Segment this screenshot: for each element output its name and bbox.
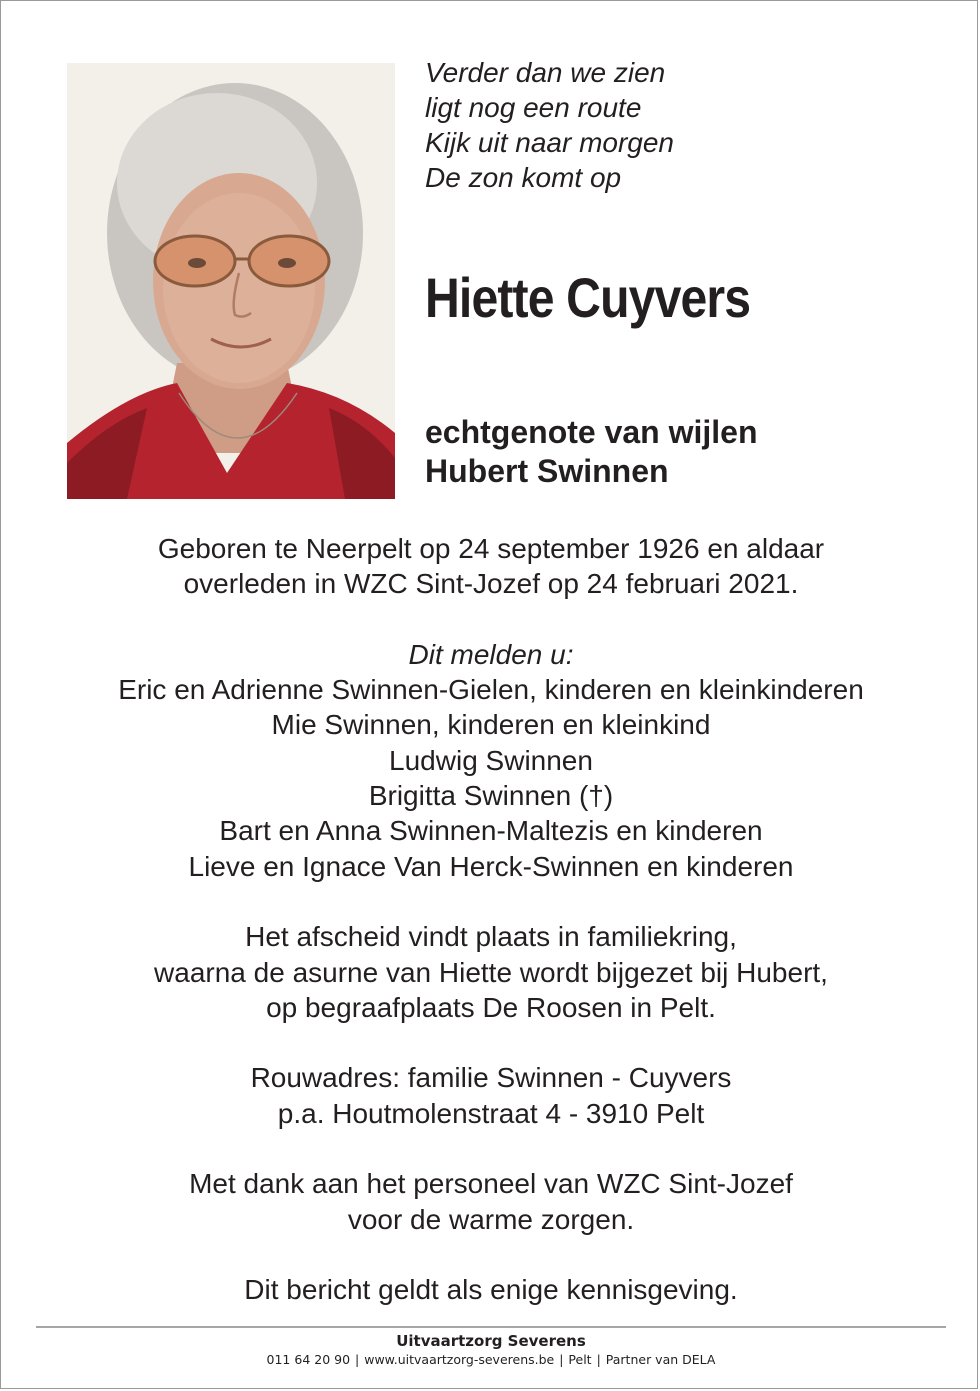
announcers-heading: Dit melden u: (408, 638, 574, 670)
death-line: overleden in WZC Sint-Jozef op 24 februari 2021. (183, 568, 799, 600)
family-member: Ludwig Swinnen (389, 744, 593, 776)
funeral-home-name: Uitvaartzorg Severens (396, 1332, 586, 1350)
website-link[interactable]: www.uitvaartzorg-severens.be (364, 1352, 555, 1367)
family-member: Bart en Anna Swinnen-Maltezis en kinderen (219, 815, 763, 847)
family-member: Brigitta Swinnen (†) (368, 780, 614, 812)
poem (425, 55, 945, 195)
phone-number[interactable]: 011 64 20 90 (266, 1352, 351, 1367)
poem-line: Verder dan we zien (425, 57, 666, 88)
spouse-line: echtgenote van wijlen (425, 414, 758, 450)
portrait-photo (67, 63, 395, 499)
thanks-line: Met dank aan het personeel van WZC Sint-Jozef (189, 1168, 793, 1200)
family-member: Eric en Adrienne Swinnen-Gielen, kinderen en kleinkinderen (118, 674, 864, 706)
thanks-line: voor de warme zorgen. (347, 1203, 635, 1235)
notice-line: Dit bericht geldt als enige kennisgeving. (244, 1274, 738, 1306)
farewell-line: Het afscheid vindt plaats in familiekring, (245, 921, 737, 953)
address-line: Rouwadres: familie Swinnen - Cuyvers (250, 1062, 732, 1094)
birth-line: Geboren te Neerpelt op 24 september 1926 en aldaar (157, 533, 825, 564)
family-member: Lieve en Ignace Van Herck-Swinnen en kinderen (188, 850, 794, 882)
separator: | (596, 1352, 601, 1367)
address-line: p.a. Houtmolenstraat 4 - 3910 Pelt (277, 1097, 705, 1129)
farewell-line: waarna de asurne van Hiette wordt bijgezet bij Hubert, (154, 956, 828, 988)
poem-line: De zon komt op (425, 162, 622, 193)
poem-line: ligt nog een route (425, 92, 642, 123)
footer-divider (36, 1326, 946, 1328)
portrait-illustration (67, 63, 395, 499)
separator: | (355, 1352, 360, 1367)
separator: | (559, 1352, 564, 1367)
farewell-line: op begraafplaats De Roosen in Pelt. (266, 991, 716, 1023)
funeral-home-contact (1, 1351, 980, 1369)
announcement-body (1, 531, 980, 1308)
location: Pelt (568, 1352, 592, 1367)
spouse-info (425, 413, 758, 491)
poem-line: Kijk uit naar morgen (425, 127, 675, 158)
family-member: Mie Swinnen, kinderen en kleinkind (271, 709, 711, 741)
partner-text: Partner van DELA (605, 1352, 716, 1367)
deceased-name: Hiette Cuyvers (425, 266, 751, 329)
spouse-name: Hubert Swinnen (425, 453, 669, 489)
